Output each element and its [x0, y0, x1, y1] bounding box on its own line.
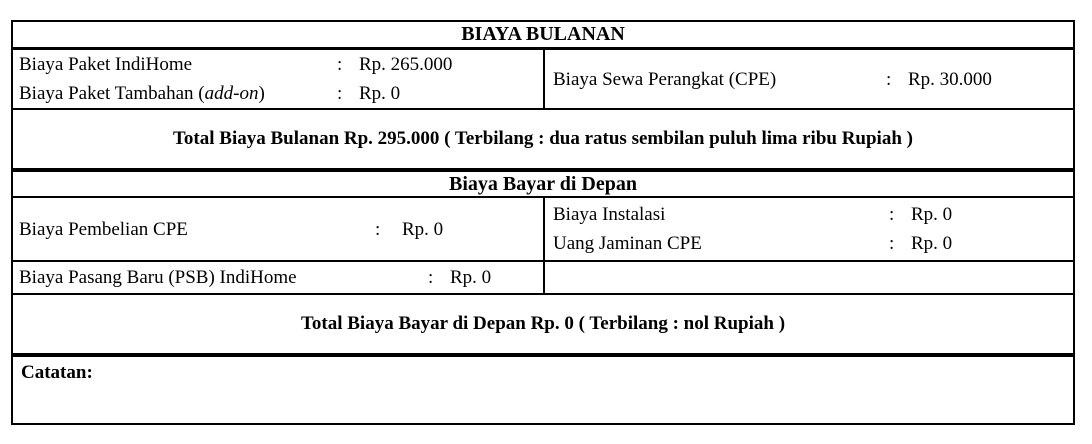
upfront-fees-row: [13, 198, 1073, 262]
fee-row-paket-indihome: [19, 50, 543, 79]
monthly-section-title: BIAYA BULANAN: [461, 23, 625, 45]
fee-label-instalasi: Biaya Instalasi: [553, 204, 666, 225]
fee-label-sewa-perangkat: Biaya Sewa Perangkat (CPE): [553, 68, 777, 90]
upfront-fees-right-cell: [545, 198, 1073, 260]
monthly-fees-left-cell: [13, 50, 545, 108]
fee-label-paket-tambahan: [19, 79, 337, 108]
fee-row-instalasi: [553, 200, 1073, 229]
fee-row-uang-jaminan: [553, 229, 1073, 258]
upfront-section-header: [13, 172, 1073, 198]
colon-separator: :: [337, 54, 343, 75]
notes-row: [13, 357, 1073, 423]
psb-right-empty-cell: [545, 262, 1073, 293]
fee-value-sewa-perangkat: Rp. 30.000: [908, 68, 992, 90]
monthly-section-header: [13, 22, 1073, 50]
upfront-fees-left-cell: [13, 198, 545, 260]
fee-value-pembelian-cpe: Rp. 0: [402, 218, 444, 240]
monthly-fees-row: [13, 50, 1073, 110]
colon-separator: :: [428, 267, 434, 288]
upfront-total-row: [13, 295, 1073, 357]
fee-label-uang-jaminan: Uang Jaminan CPE: [553, 233, 702, 254]
fee-value-pasang-baru: Rp. 0: [450, 267, 492, 288]
colon-separator: :: [886, 68, 892, 90]
upfront-total-text: Total Biaya Bayar di Depan Rp. 0 ( Terbilang : nol Rupiah ): [300, 313, 786, 334]
billing-table: [11, 20, 1075, 425]
notes-label: Catatan:: [21, 362, 93, 383]
fee-value-paket-tambahan: Rp. 0: [359, 83, 401, 104]
colon-separator: :: [375, 218, 381, 240]
monthly-total-text: Total Biaya Bulanan Rp. 295.000 ( Terbilang : dua ratus sembilan puluh lima ribu Rupiah ): [173, 128, 913, 149]
fee-label-pembelian-cpe: Biaya Pembelian CPE: [19, 218, 188, 240]
fee-row-paket-tambahan: [19, 79, 543, 108]
psb-left-cell: [13, 262, 545, 293]
fee-label-addon-italic: add-on: [204, 83, 259, 104]
fee-value-paket-indihome: Rp. 265.000: [359, 54, 453, 75]
fee-row-pasang-baru: [19, 263, 543, 292]
fee-label-pasang-baru: Biaya Pasang Baru (PSB) IndiHome: [19, 267, 297, 288]
psb-fee-row: [13, 262, 1073, 295]
fee-row-pembelian-cpe: [19, 215, 543, 244]
monthly-fees-right-cell: [545, 50, 1073, 108]
colon-separator: :: [889, 233, 895, 254]
fee-value-instalasi: Rp. 0: [911, 204, 953, 225]
fee-row-sewa-perangkat: [553, 65, 1073, 94]
upfront-section-title: Biaya Bayar di Depan: [449, 172, 637, 195]
fee-label-paket-indihome: Biaya Paket IndiHome: [19, 54, 193, 75]
colon-separator: :: [337, 83, 343, 104]
fee-label-addon-prefix: Biaya Paket Tambahan (: [19, 83, 205, 104]
monthly-total-row: [13, 110, 1073, 172]
fee-value-uang-jaminan: Rp. 0: [911, 233, 953, 254]
fee-label-addon-suffix: ): [258, 83, 265, 104]
colon-separator: :: [889, 204, 895, 225]
